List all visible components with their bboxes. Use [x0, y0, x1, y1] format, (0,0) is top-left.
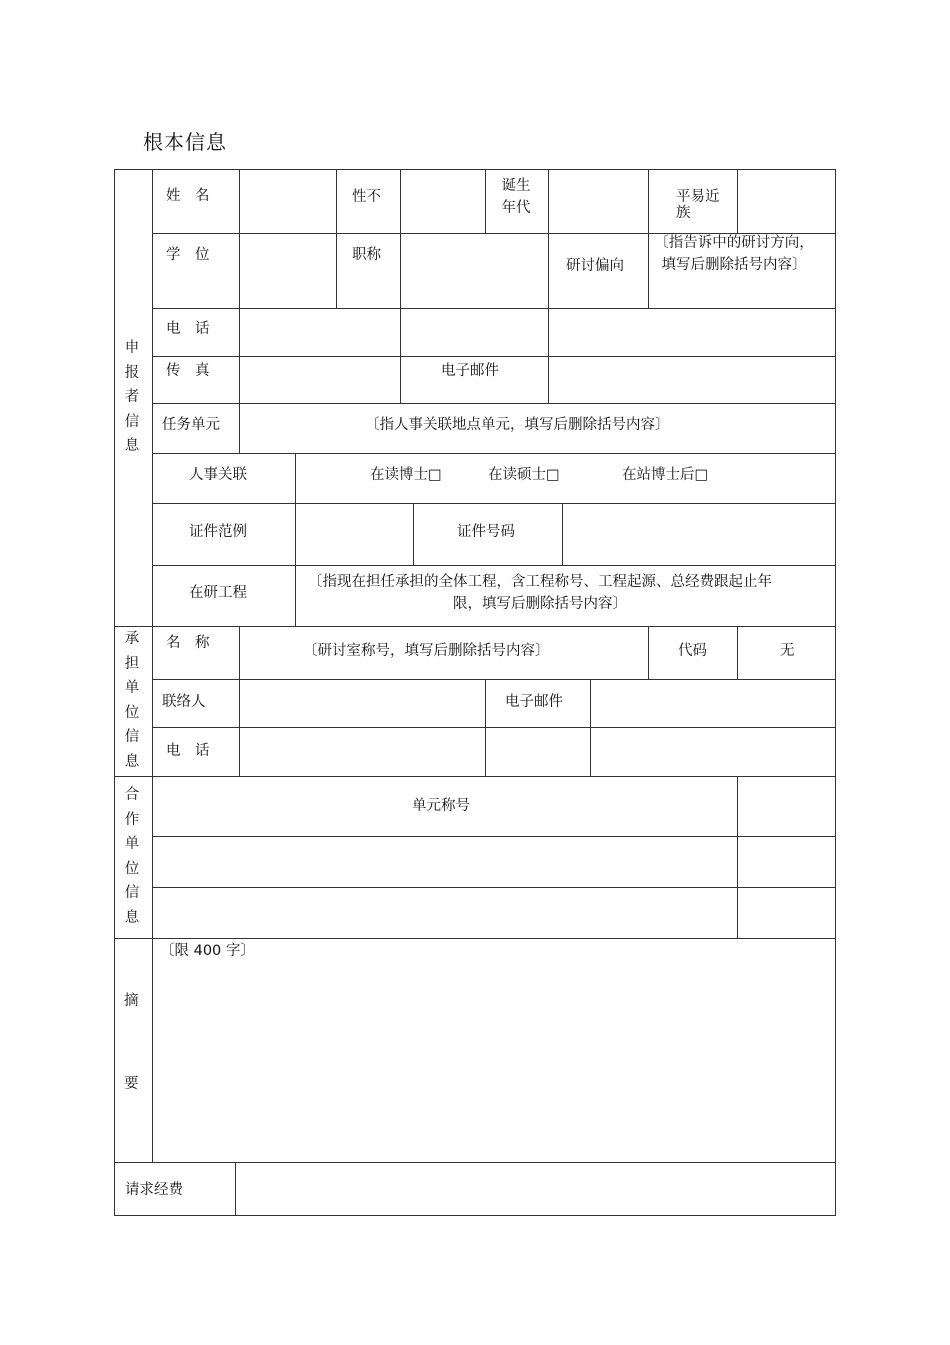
section-divider	[114, 938, 836, 939]
col-divider	[548, 169, 549, 404]
host-code-label: 代码	[678, 643, 707, 659]
section-divider	[114, 1162, 836, 1163]
partner-section-label: 合作单位信息	[124, 787, 140, 926]
row-divider	[152, 403, 836, 404]
row-divider	[152, 836, 836, 837]
row-divider	[152, 727, 836, 728]
host-name-hint: 〔研讨室称号，填写后删除括号内容〕	[303, 643, 550, 659]
research-hint: 〔指告诉中的研讨方向，填写后删除括号内容〕	[654, 235, 814, 274]
funding-label: 请求经费	[125, 1182, 183, 1198]
personnel-label: 人事关联	[189, 467, 247, 483]
col-divider	[239, 403, 240, 454]
col-divider	[400, 169, 401, 404]
email-label: 电子邮件	[441, 363, 499, 379]
projects-hint: 〔指现在担任承担的全体工程，含工程称号、工程起源、总经费跟起止年限，填写后删除括号内容〕	[308, 574, 772, 613]
col-divider	[590, 679, 591, 777]
gender-label: 性不	[352, 189, 381, 205]
phone-label: 电 话	[166, 321, 210, 337]
row-divider	[152, 503, 836, 504]
col-divider	[239, 169, 240, 404]
personnel-option-phd[interactable]: 在读博士□	[370, 467, 442, 483]
row-divider	[152, 887, 836, 888]
label-column-divider	[152, 169, 153, 1163]
col-divider	[485, 169, 486, 234]
col-divider	[648, 626, 649, 680]
abstract-hint: 〔限 400 字〕	[160, 943, 255, 959]
col-divider	[737, 169, 738, 234]
row-divider	[152, 453, 836, 454]
table-border-right	[835, 169, 836, 1216]
table-border-left	[114, 169, 115, 1216]
name-label: 姓 名	[166, 188, 210, 204]
id-number-label: 证件号码	[457, 524, 515, 540]
row-divider	[152, 356, 836, 357]
col-divider	[648, 169, 649, 309]
col-divider	[413, 503, 414, 566]
personnel-option-postdoc[interactable]: 在站博士后□	[622, 467, 709, 483]
col-divider	[737, 626, 738, 680]
partner-unit-name-label: 单元称号	[412, 798, 470, 814]
section-divider	[114, 626, 836, 627]
col-divider	[295, 453, 296, 627]
host-code-value: 无	[780, 643, 795, 659]
ethnicity-label: 平易近族	[676, 189, 720, 221]
projects-label: 在研工程	[189, 585, 247, 601]
page-title: 根本信息	[143, 130, 227, 154]
row-divider	[152, 308, 836, 309]
col-divider	[737, 776, 738, 939]
table-border-bottom	[114, 1215, 836, 1216]
abstract-label-top: 摘	[124, 993, 139, 1009]
fax-label: 传 真	[166, 363, 210, 379]
applicant-section-label: 申报者信息	[124, 340, 140, 455]
id-type-label: 证件范例	[189, 524, 247, 540]
personnel-option-master[interactable]: 在读硕士□	[488, 467, 560, 483]
col-divider	[235, 1162, 236, 1216]
abstract-label-bottom: 要	[124, 1076, 139, 1092]
degree-label: 学 位	[166, 247, 210, 263]
row-divider	[152, 565, 836, 566]
host-email-label: 电子邮件	[505, 694, 563, 710]
unit-hint: 〔指人事关联地点单元，填写后删除括号内容〕	[365, 417, 670, 433]
col-divider	[336, 169, 337, 309]
section-divider	[114, 776, 836, 777]
host-phone-label: 电 话	[166, 743, 210, 759]
row-divider	[152, 679, 836, 680]
host-name-label: 名 称	[166, 635, 210, 651]
research-label: 研讨偏向	[566, 258, 624, 274]
unit-label: 任务单元	[162, 417, 220, 433]
title-label: 职称	[352, 247, 381, 263]
host-section-label: 承担单位信息	[124, 631, 140, 770]
birth-label: 诞生年代	[501, 178, 531, 217]
col-divider	[562, 503, 563, 566]
col-divider	[239, 626, 240, 777]
table-border-top	[114, 169, 836, 170]
col-divider	[485, 679, 486, 777]
host-contact-label: 联络人	[162, 694, 206, 710]
